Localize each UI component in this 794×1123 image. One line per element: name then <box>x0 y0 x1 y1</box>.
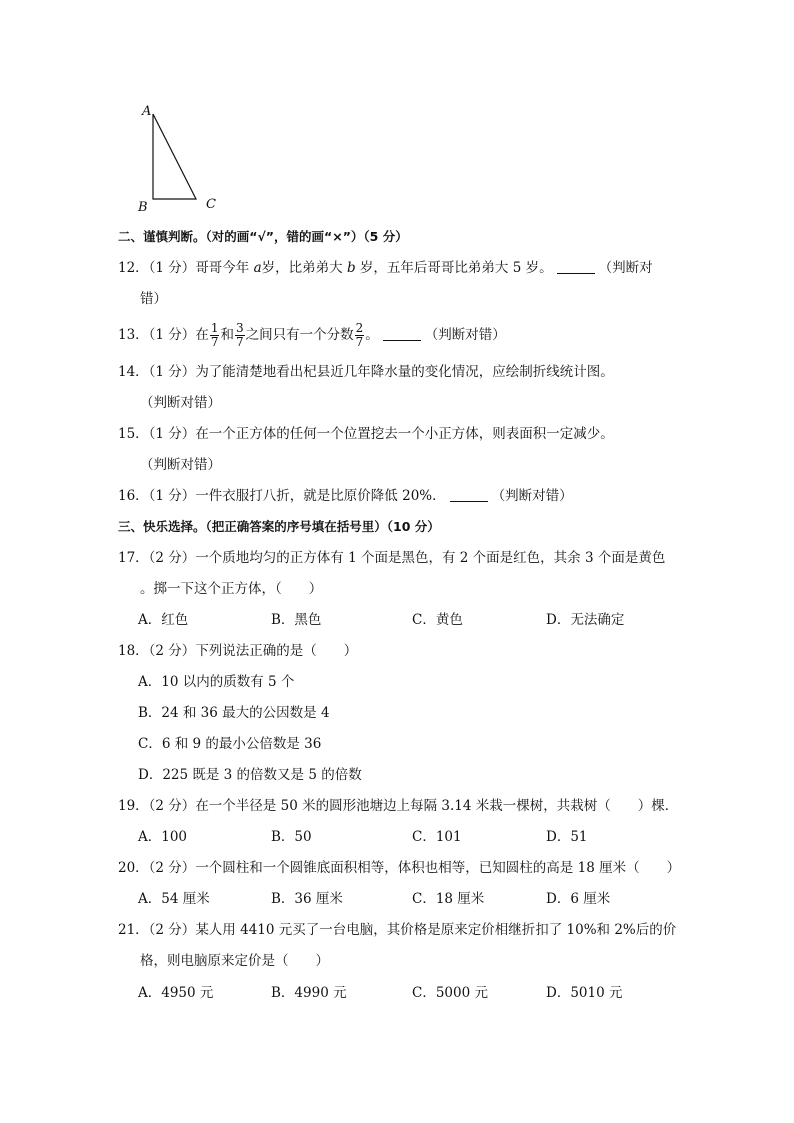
q19-option-b[interactable]: B．50 <box>271 829 312 845</box>
q20-number: 20．（2 分） <box>118 860 196 876</box>
q19-text: 在一个半径是 50 米的圆形池塘边上每隔 3.14 米栽一棵树，共栽树（ ）棵． <box>195 798 679 814</box>
q13-f3-numerator: 2 <box>355 321 364 335</box>
q18-number: 18．（2 分） <box>118 643 196 659</box>
q13-answer-blank[interactable] <box>383 326 421 341</box>
q17-text: 一个质地均匀的正方体有 1 个面是黑色，有 2 个面是红色，其余 3 个面是黄色 <box>195 550 666 566</box>
q12-var-a: a <box>253 260 262 276</box>
question-14 <box>118 363 614 381</box>
q21-continuation: 格，则电脑原来定价是（ ） <box>140 953 329 969</box>
q16-answer-blank[interactable] <box>450 487 488 502</box>
question-12 <box>118 259 653 277</box>
question-17 <box>118 549 665 567</box>
q21-option-a[interactable]: A．4950 元 <box>138 985 214 1001</box>
q18-option-b[interactable]: B．24 和 36 最大的公因数是 4 <box>138 705 330 721</box>
vertex-label-b: B <box>138 200 148 215</box>
section-3-title: 三、快乐选择。（把正确答案的序号填在括号里）（10 分） <box>118 519 440 534</box>
q18-option-a[interactable]: A．10 以内的质数有 5 个 <box>138 674 295 690</box>
q12-suffix: （判断对 <box>598 260 653 276</box>
q15-text: 在一个正方体的任何一个位置挖去一个小正方体，则表面积一定减少。 <box>195 426 614 442</box>
q18-text: 下列说法正确的是（ ） <box>195 643 358 659</box>
q20-text: 一个圆柱和一个圆锥底面积相等，体积也相等，已知圆柱的高是 18 厘米（ ） <box>195 860 681 876</box>
q19-number: 19．（2 分） <box>118 798 196 814</box>
question-21 <box>118 921 676 939</box>
q12-text-1: 哥哥今年 <box>195 260 254 276</box>
vertex-label-c: C <box>206 197 216 212</box>
triangle-figure <box>130 100 230 218</box>
question-16 <box>118 487 573 505</box>
q14-text: 为了能清楚地看出杞县近几年降水量的变化情况，应绘制折线统计图。 <box>195 364 614 380</box>
q18-option-d[interactable]: D．225 既是 3 的倍数又是 5 的倍数 <box>138 767 362 783</box>
q21-option-d[interactable]: D．5010 元 <box>546 985 623 1001</box>
question-15 <box>118 425 614 443</box>
q13-fraction-2 <box>235 322 245 349</box>
q13-fraction-1 <box>210 322 220 349</box>
question-18 <box>118 642 357 660</box>
question-13 <box>118 322 506 349</box>
q17-option-d[interactable]: D．无法确定 <box>546 612 625 628</box>
q12-answer-blank[interactable] <box>557 259 595 274</box>
q13-f2-denominator: 7 <box>235 335 244 349</box>
q13-f1-denominator: 7 <box>210 335 219 349</box>
q16-number: 16．（1 分） <box>118 488 196 504</box>
q14-continuation: （判断对错） <box>140 395 221 411</box>
q20-option-a[interactable]: A．54 厘米 <box>138 891 210 907</box>
section-2-title: 二、谨慎判断。（对的画“√”，错的画“×”）（5 分） <box>118 229 408 244</box>
q20-option-c[interactable]: C．18 厘米 <box>412 891 485 907</box>
q16-suffix: （判断对错） <box>491 488 573 504</box>
q13-f2-numerator: 3 <box>235 321 244 335</box>
q13-fraction-3 <box>355 322 365 349</box>
q14-number: 14．（1 分） <box>118 364 196 380</box>
q12-var-b: b <box>346 260 356 276</box>
q15-continuation: （判断对错） <box>140 457 221 473</box>
question-19 <box>118 797 678 815</box>
q21-option-b[interactable]: B．4990 元 <box>271 985 347 1001</box>
question-20 <box>118 859 680 877</box>
q20-option-d[interactable]: D．6 厘米 <box>546 891 611 907</box>
q13-text-4: 。 <box>365 327 379 343</box>
q20-option-b[interactable]: B．36 厘米 <box>271 891 343 907</box>
q17-option-b[interactable]: B．黑色 <box>271 612 322 628</box>
q19-option-c[interactable]: C．101 <box>412 829 462 845</box>
q13-f1-numerator: 1 <box>210 321 219 335</box>
q12-text-3: 岁，五年后哥哥比弟弟大 5 岁。 <box>355 260 553 276</box>
q13-f3-denominator: 7 <box>355 335 364 349</box>
q21-text: 某人用 4410 元买了一台电脑，其价格是原来定价相继折扣了 10%和 2%后的价 <box>195 922 677 938</box>
q17-continuation: 。掷一下这个正方体，（ ） <box>140 581 323 597</box>
q16-text: 一件衣服打八折，就是比原价降低 20%． <box>195 488 446 504</box>
q17-option-a[interactable]: A．红色 <box>138 612 189 628</box>
q21-number: 21．（2 分） <box>118 922 196 938</box>
q19-option-a[interactable]: A．100 <box>138 829 188 845</box>
q13-suffix: （判断对错） <box>424 327 506 343</box>
q12-number: 12．（1 分） <box>118 260 196 276</box>
q13-text-1: 在 <box>195 327 209 343</box>
q15-number: 15．（1 分） <box>118 426 196 442</box>
q13-text-3: 之间只有一个分数 <box>245 327 354 343</box>
q17-option-c[interactable]: C．黄色 <box>412 612 463 628</box>
vertex-label-a: A <box>142 104 152 119</box>
q12-text-2: 岁，比弟弟大 <box>261 260 347 276</box>
q17-number: 17．（2 分） <box>118 550 196 566</box>
q13-text-2: 和 <box>220 327 234 343</box>
q13-number: 13．（1 分） <box>118 327 196 343</box>
q18-option-c[interactable]: C．6 和 9 的最小公倍数是 36 <box>138 736 322 752</box>
q12-continuation: 错） <box>140 291 167 307</box>
q21-option-c[interactable]: C．5000 元 <box>412 985 488 1001</box>
q19-option-d[interactable]: D．51 <box>546 829 588 845</box>
